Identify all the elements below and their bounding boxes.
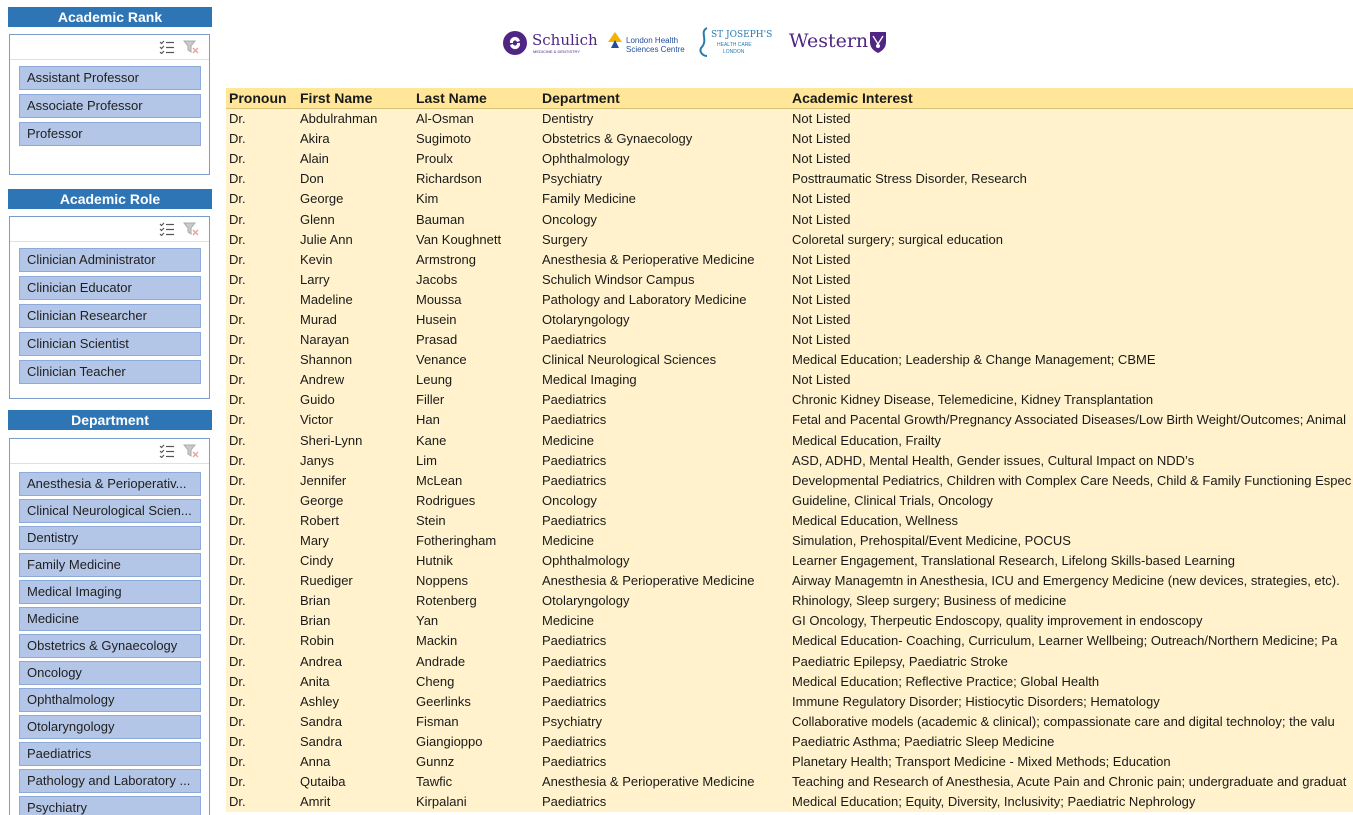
slicer-item[interactable]: Psychiatry bbox=[19, 796, 201, 815]
cell-academic-interest[interactable]: Chronic Kidney Disease, Telemedicine, Kidney Transplantation bbox=[789, 390, 1353, 410]
academic-rank-slicer bbox=[9, 34, 210, 175]
cell-first-name[interactable]: Shannon bbox=[297, 350, 413, 370]
cell-pronoun[interactable]: Dr. bbox=[226, 611, 297, 631]
cell-last-name[interactable]: Venance bbox=[413, 350, 539, 370]
cell-academic-interest[interactable]: Learner Engagement, Translational Research, Lifelong Skills-based Learning bbox=[789, 551, 1353, 571]
st-josephs-line3: LONDON bbox=[723, 49, 745, 55]
cell-department[interactable]: Psychiatry bbox=[539, 169, 789, 189]
cell-department[interactable]: Medicine bbox=[539, 431, 789, 451]
cell-pronoun[interactable]: Dr. bbox=[226, 511, 297, 531]
table-row[interactable] bbox=[226, 692, 1353, 712]
cell-last-name[interactable]: Giangioppo bbox=[413, 732, 539, 752]
st-josephs-line2: HEALTH CARE bbox=[717, 42, 752, 48]
cell-first-name[interactable]: Alain bbox=[297, 149, 413, 169]
cell-academic-interest[interactable]: Not Listed bbox=[789, 330, 1353, 350]
slicer-toolbar bbox=[10, 439, 209, 464]
cell-first-name[interactable]: George bbox=[297, 189, 413, 209]
cell-department[interactable]: Paediatrics bbox=[539, 410, 789, 430]
cell-first-name[interactable]: Andrea bbox=[297, 652, 413, 672]
cell-pronoun[interactable]: Dr. bbox=[226, 732, 297, 752]
cell-last-name[interactable]: Jacobs bbox=[413, 270, 539, 290]
cell-department[interactable]: Paediatrics bbox=[539, 511, 789, 531]
cell-last-name[interactable]: Fisman bbox=[413, 712, 539, 732]
table-row[interactable] bbox=[226, 390, 1353, 410]
cell-first-name[interactable]: Julie Ann bbox=[297, 230, 413, 250]
cell-last-name[interactable]: Gunnz bbox=[413, 752, 539, 772]
slicer-item[interactable]: Medicine bbox=[19, 607, 201, 631]
western-wordmark: Western bbox=[789, 30, 869, 52]
cell-pronoun[interactable]: Dr. bbox=[226, 410, 297, 430]
cell-pronoun[interactable]: Dr. bbox=[226, 370, 297, 390]
cell-pronoun[interactable]: Dr. bbox=[226, 209, 297, 229]
cell-pronoun[interactable]: Dr. bbox=[226, 491, 297, 511]
slicer-item[interactable]: Ophthalmology bbox=[19, 688, 201, 712]
cell-department[interactable]: Anesthesia & Perioperative Medicine bbox=[539, 772, 789, 792]
table-row[interactable] bbox=[226, 491, 1353, 511]
cell-pronoun[interactable]: Dr. bbox=[226, 330, 297, 350]
cell-last-name[interactable]: Kane bbox=[413, 431, 539, 451]
slicer-item[interactable]: Dentistry bbox=[19, 526, 201, 550]
cell-pronoun[interactable]: Dr. bbox=[226, 250, 297, 270]
table-row[interactable] bbox=[226, 712, 1353, 732]
column-header-first-name[interactable]: First Name bbox=[297, 88, 413, 109]
cell-pronoun[interactable]: Dr. bbox=[226, 350, 297, 370]
table-row[interactable] bbox=[226, 591, 1353, 611]
cell-first-name[interactable]: George bbox=[297, 491, 413, 511]
cell-department[interactable]: Medicine bbox=[539, 531, 789, 551]
cell-first-name[interactable]: Amrit bbox=[297, 792, 413, 812]
cell-department[interactable]: Anesthesia & Perioperative Medicine bbox=[539, 250, 789, 270]
slicer-item[interactable]: Family Medicine bbox=[19, 553, 201, 577]
multi-select-icon[interactable] bbox=[159, 222, 175, 236]
cell-academic-interest[interactable]: Coloretal surgery; surgical education bbox=[789, 230, 1353, 250]
cell-department[interactable]: Clinical Neurological Sciences bbox=[539, 350, 789, 370]
st-josephs-logo bbox=[697, 26, 777, 60]
cell-first-name[interactable]: Janys bbox=[297, 451, 413, 471]
st-josephs-line1: ST JOSEPH'S bbox=[711, 30, 773, 40]
cell-department[interactable]: Oncology bbox=[539, 209, 789, 229]
cell-department[interactable]: Ophthalmology bbox=[539, 551, 789, 571]
cell-academic-interest[interactable]: Medical Education- Coaching, Curriculum, Learner Wellbeing; Outreach/Northern Medicine; Pa bbox=[789, 631, 1353, 651]
cell-academic-interest[interactable]: GI Oncology, Therpeutic Endoscopy, quality improvement in endoscopy bbox=[789, 611, 1353, 631]
cell-last-name[interactable]: Stein bbox=[413, 511, 539, 531]
cell-first-name[interactable]: Kevin bbox=[297, 250, 413, 270]
cell-first-name[interactable]: Sheri-Lynn bbox=[297, 431, 413, 451]
cell-pronoun[interactable]: Dr. bbox=[226, 772, 297, 792]
faculty-table bbox=[226, 88, 1353, 812]
cell-department[interactable]: Paediatrics bbox=[539, 792, 789, 812]
cell-last-name[interactable]: Husein bbox=[413, 310, 539, 330]
slicer-item[interactable]: Clinician Scientist bbox=[19, 332, 201, 356]
table-row[interactable] bbox=[226, 571, 1353, 591]
cell-department[interactable]: Paediatrics bbox=[539, 330, 789, 350]
table-row[interactable] bbox=[226, 531, 1353, 551]
cell-academic-interest[interactable]: Not Listed bbox=[789, 149, 1353, 169]
table-row[interactable] bbox=[226, 431, 1353, 451]
slicer-item[interactable]: Clinician Researcher bbox=[19, 304, 201, 328]
cell-first-name[interactable]: Anita bbox=[297, 672, 413, 692]
cell-academic-interest[interactable]: Not Listed bbox=[789, 109, 1353, 130]
cell-academic-interest[interactable]: Airway Managemtn in Anesthesia, ICU and Emergency Medicine (new devices, strategies, etc). bbox=[789, 571, 1353, 591]
academic-role-slicer bbox=[9, 216, 210, 399]
cell-last-name[interactable]: Yan bbox=[413, 611, 539, 631]
table-row[interactable] bbox=[226, 551, 1353, 571]
cell-first-name[interactable]: Ruediger bbox=[297, 571, 413, 591]
cell-first-name[interactable]: Ashley bbox=[297, 692, 413, 712]
lhsc-line2: Sciences Centre bbox=[626, 45, 685, 54]
table-row[interactable] bbox=[226, 270, 1353, 290]
cell-last-name[interactable]: Noppens bbox=[413, 571, 539, 591]
cell-academic-interest[interactable]: Developmental Pediatrics, Children with Complex Care Needs, Child & Family Functioning Espec bbox=[789, 471, 1353, 491]
table-row[interactable] bbox=[226, 471, 1353, 491]
cell-department[interactable]: Ophthalmology bbox=[539, 149, 789, 169]
cell-first-name[interactable]: Qutaiba bbox=[297, 772, 413, 792]
column-header-pronoun[interactable]: Pronoun bbox=[226, 88, 297, 109]
academic-role-slicer-title: Academic Role bbox=[8, 189, 212, 209]
cell-academic-interest[interactable]: Medical Education; Reflective Practice; Global Health bbox=[789, 672, 1353, 692]
cell-academic-interest[interactable]: Not Listed bbox=[789, 209, 1353, 229]
table-row[interactable] bbox=[226, 752, 1353, 772]
cell-academic-interest[interactable]: Medical Education, Frailty bbox=[789, 431, 1353, 451]
cell-department[interactable]: Paediatrics bbox=[539, 752, 789, 772]
cell-last-name[interactable]: Al-Osman bbox=[413, 109, 539, 130]
cell-academic-interest[interactable]: Not Listed bbox=[789, 290, 1353, 310]
cell-academic-interest[interactable]: Teaching and Research of Anesthesia, Acute Pain and Chronic pain; undergraduate and graduat bbox=[789, 772, 1353, 792]
cell-department[interactable]: Medical Imaging bbox=[539, 370, 789, 390]
cell-last-name[interactable]: Bauman bbox=[413, 209, 539, 229]
cell-first-name[interactable]: Sandra bbox=[297, 732, 413, 752]
table-row[interactable] bbox=[226, 350, 1353, 370]
cell-last-name[interactable]: Moussa bbox=[413, 290, 539, 310]
cell-academic-interest[interactable]: Medical Education; Leadership & Change Management; CBME bbox=[789, 350, 1353, 370]
cell-academic-interest[interactable]: Planetary Health; Transport Medicine - Mixed Methods; Education bbox=[789, 752, 1353, 772]
academic-rank-slicer-title: Academic Rank bbox=[8, 7, 212, 27]
cell-first-name[interactable]: Brian bbox=[297, 591, 413, 611]
cell-department[interactable]: Otolaryngology bbox=[539, 310, 789, 330]
lhsc-logo bbox=[606, 30, 686, 58]
cell-pronoun[interactable]: Dr. bbox=[226, 230, 297, 250]
table-row[interactable] bbox=[226, 129, 1353, 149]
cell-department[interactable]: Paediatrics bbox=[539, 672, 789, 692]
schulich-subtext: MEDICINE & DENTISTRY bbox=[533, 49, 581, 54]
slicer-item[interactable]: Clinician Teacher bbox=[19, 360, 201, 384]
department-slicer-title: Department bbox=[8, 410, 212, 430]
slicer-item[interactable]: Professor bbox=[19, 122, 201, 146]
cell-first-name[interactable]: Mary bbox=[297, 531, 413, 551]
cell-last-name[interactable]: Han bbox=[413, 410, 539, 430]
cell-academic-interest[interactable]: Posttraumatic Stress Disorder, Research bbox=[789, 169, 1353, 189]
multi-select-icon[interactable] bbox=[159, 40, 175, 54]
table-row[interactable] bbox=[226, 250, 1353, 270]
table-row[interactable] bbox=[226, 209, 1353, 229]
cell-last-name[interactable]: Proulx bbox=[413, 149, 539, 169]
cell-academic-interest[interactable]: Not Listed bbox=[789, 370, 1353, 390]
slicer-item[interactable]: Obstetrics & Gynaecology bbox=[19, 634, 201, 658]
slicer-item[interactable]: Pathology and Laboratory ... bbox=[19, 769, 201, 793]
st-josephs-emblem-icon bbox=[697, 26, 711, 58]
cell-department[interactable]: Pathology and Laboratory Medicine bbox=[539, 290, 789, 310]
slicer-item[interactable]: Anesthesia & Perioperativ... bbox=[19, 472, 201, 496]
cell-academic-interest[interactable]: Not Listed bbox=[789, 189, 1353, 209]
cell-last-name[interactable]: Rotenberg bbox=[413, 591, 539, 611]
cell-academic-interest[interactable]: Paediatric Epilepsy, Paediatric Stroke bbox=[789, 652, 1353, 672]
cell-pronoun[interactable]: Dr. bbox=[226, 270, 297, 290]
cell-academic-interest[interactable]: Not Listed bbox=[789, 250, 1353, 270]
cell-pronoun[interactable]: Dr. bbox=[226, 451, 297, 471]
cell-last-name[interactable]: Fotheringham bbox=[413, 531, 539, 551]
cell-first-name[interactable]: Larry bbox=[297, 270, 413, 290]
cell-pronoun[interactable]: Dr. bbox=[226, 129, 297, 149]
cell-last-name[interactable]: Tawfic bbox=[413, 772, 539, 792]
slicer-item[interactable]: Clinical Neurological Scien... bbox=[19, 499, 201, 523]
cell-first-name[interactable]: Sandra bbox=[297, 712, 413, 732]
cell-first-name[interactable]: Brian bbox=[297, 611, 413, 631]
table-row[interactable] bbox=[226, 169, 1353, 189]
cell-last-name[interactable]: Rodrigues bbox=[413, 491, 539, 511]
cell-academic-interest[interactable]: Guideline, Clinical Trials, Oncology bbox=[789, 491, 1353, 511]
cell-last-name[interactable]: Hutnik bbox=[413, 551, 539, 571]
slicer-toolbar bbox=[10, 217, 209, 242]
cell-pronoun[interactable]: Dr. bbox=[226, 591, 297, 611]
lhsc-emblem-icon bbox=[606, 30, 624, 50]
clear-filter-icon[interactable] bbox=[183, 40, 199, 54]
table-row[interactable] bbox=[226, 149, 1353, 169]
cell-pronoun[interactable]: Dr. bbox=[226, 712, 297, 732]
cell-first-name[interactable]: Abdulrahman bbox=[297, 109, 413, 130]
table-row[interactable] bbox=[226, 732, 1353, 752]
cell-first-name[interactable]: Victor bbox=[297, 410, 413, 430]
cell-department[interactable]: Medicine bbox=[539, 611, 789, 631]
cell-pronoun[interactable]: Dr. bbox=[226, 109, 297, 130]
table-header-row bbox=[226, 88, 1353, 109]
cell-pronoun[interactable]: Dr. bbox=[226, 752, 297, 772]
cell-first-name[interactable]: Glenn bbox=[297, 209, 413, 229]
cell-department[interactable]: Anesthesia & Perioperative Medicine bbox=[539, 571, 789, 591]
table-row[interactable] bbox=[226, 410, 1353, 430]
cell-first-name[interactable]: Jennifer bbox=[297, 471, 413, 491]
slicer-item[interactable]: Medical Imaging bbox=[19, 580, 201, 604]
multi-select-icon[interactable] bbox=[159, 444, 175, 458]
schulich-logo bbox=[502, 28, 598, 60]
clear-filter-icon[interactable] bbox=[183, 222, 199, 236]
cell-pronoun[interactable]: Dr. bbox=[226, 189, 297, 209]
cell-pronoun[interactable]: Dr. bbox=[226, 431, 297, 451]
column-header-department[interactable]: Department bbox=[539, 88, 789, 109]
cell-pronoun[interactable]: Dr. bbox=[226, 792, 297, 812]
cell-academic-interest[interactable]: Not Listed bbox=[789, 129, 1353, 149]
cell-academic-interest[interactable]: Simulation, Prehospital/Event Medicine, POCUS bbox=[789, 531, 1353, 551]
cell-department[interactable]: Surgery bbox=[539, 230, 789, 250]
cell-department[interactable]: Otolaryngology bbox=[539, 591, 789, 611]
cell-department[interactable]: Paediatrics bbox=[539, 652, 789, 672]
cell-pronoun[interactable]: Dr. bbox=[226, 149, 297, 169]
cell-pronoun[interactable]: Dr. bbox=[226, 390, 297, 410]
cell-department[interactable]: Paediatrics bbox=[539, 471, 789, 491]
table-row[interactable] bbox=[226, 511, 1353, 531]
cell-department[interactable]: Dentistry bbox=[539, 109, 789, 130]
cell-first-name[interactable]: Cindy bbox=[297, 551, 413, 571]
slicer-item[interactable]: Oncology bbox=[19, 661, 201, 685]
western-crest-icon bbox=[869, 30, 887, 54]
cell-last-name[interactable]: Armstrong bbox=[413, 250, 539, 270]
column-header-academic-interest[interactable]: Academic Interest bbox=[789, 88, 1353, 109]
table-row[interactable] bbox=[226, 189, 1353, 209]
cell-pronoun[interactable]: Dr. bbox=[226, 531, 297, 551]
cell-first-name[interactable]: Guido bbox=[297, 390, 413, 410]
slicer-toolbar bbox=[10, 35, 209, 60]
cell-pronoun[interactable]: Dr. bbox=[226, 169, 297, 189]
cell-department[interactable]: Paediatrics bbox=[539, 451, 789, 471]
table-row[interactable] bbox=[226, 310, 1353, 330]
table-row[interactable] bbox=[226, 792, 1353, 812]
cell-pronoun[interactable]: Dr. bbox=[226, 551, 297, 571]
cell-last-name[interactable]: Geerlinks bbox=[413, 692, 539, 712]
cell-last-name[interactable]: Filler bbox=[413, 390, 539, 410]
cell-pronoun[interactable]: Dr. bbox=[226, 571, 297, 591]
cell-last-name[interactable]: Sugimoto bbox=[413, 129, 539, 149]
cell-department[interactable]: Paediatrics bbox=[539, 732, 789, 752]
cell-pronoun[interactable]: Dr. bbox=[226, 310, 297, 330]
western-logo bbox=[789, 30, 889, 58]
cell-last-name[interactable]: Andrade bbox=[413, 652, 539, 672]
schulich-emblem-icon bbox=[502, 29, 528, 57]
table-row[interactable] bbox=[226, 672, 1353, 692]
cell-first-name[interactable]: Anna bbox=[297, 752, 413, 772]
cell-pronoun[interactable]: Dr. bbox=[226, 471, 297, 491]
table-row[interactable] bbox=[226, 652, 1353, 672]
cell-academic-interest[interactable]: Not Listed bbox=[789, 310, 1353, 330]
cell-pronoun[interactable]: Dr. bbox=[226, 692, 297, 712]
cell-last-name[interactable]: Van Koughnett bbox=[413, 230, 539, 250]
cell-first-name[interactable]: Don bbox=[297, 169, 413, 189]
cell-last-name[interactable]: Kirpalani bbox=[413, 792, 539, 812]
table-row[interactable] bbox=[226, 772, 1353, 792]
department-slicer bbox=[9, 438, 210, 815]
slicer-item[interactable]: Clinician Educator bbox=[19, 276, 201, 300]
cell-academic-interest[interactable]: Not Listed bbox=[789, 270, 1353, 290]
cell-first-name[interactable]: Akira bbox=[297, 129, 413, 149]
slicer-item[interactable]: Clinician Administrator bbox=[19, 248, 201, 272]
cell-department[interactable]: Obstetrics & Gynaecology bbox=[539, 129, 789, 149]
cell-last-name[interactable]: Richardson bbox=[413, 169, 539, 189]
cell-academic-interest[interactable]: Medical Education; Equity, Diversity, Inclusivity; Paediatric Nephrology bbox=[789, 792, 1353, 812]
cell-last-name[interactable]: Lim bbox=[413, 451, 539, 471]
cell-academic-interest[interactable]: Collaborative models (academic & clinical); compassionate care and digital technoloy; the valu bbox=[789, 712, 1353, 732]
column-header-last-name[interactable]: Last Name bbox=[413, 88, 539, 109]
table-row[interactable] bbox=[226, 451, 1353, 471]
cell-first-name[interactable]: Robert bbox=[297, 511, 413, 531]
cell-last-name[interactable]: McLean bbox=[413, 471, 539, 491]
slicer-item[interactable]: Paediatrics bbox=[19, 742, 201, 766]
slicer-item[interactable]: Assistant Professor bbox=[19, 66, 201, 90]
table-row[interactable] bbox=[226, 109, 1353, 130]
lhsc-line1: London Health bbox=[626, 36, 679, 45]
cell-academic-interest[interactable]: Fetal and Pacental Growth/Pregnancy Associated Diseases/Low Birth Weight/Outcomes; Animal bbox=[789, 410, 1353, 430]
cell-academic-interest[interactable]: Rhinology, Sleep surgery; Business of medicine bbox=[789, 591, 1353, 611]
cell-department[interactable]: Family Medicine bbox=[539, 189, 789, 209]
schulich-wordmark: Schulich bbox=[532, 31, 598, 49]
table-row[interactable] bbox=[226, 370, 1353, 390]
slicer-item[interactable]: Associate Professor bbox=[19, 94, 201, 118]
cell-first-name[interactable]: Narayan bbox=[297, 330, 413, 350]
cell-academic-interest[interactable]: Paediatric Asthma; Paediatric Sleep Medicine bbox=[789, 732, 1353, 752]
cell-department[interactable]: Paediatrics bbox=[539, 631, 789, 651]
cell-last-name[interactable]: Cheng bbox=[413, 672, 539, 692]
cell-first-name[interactable]: Andrew bbox=[297, 370, 413, 390]
cell-department[interactable]: Psychiatry bbox=[539, 712, 789, 732]
table-row[interactable] bbox=[226, 330, 1353, 350]
cell-pronoun[interactable]: Dr. bbox=[226, 631, 297, 651]
cell-pronoun[interactable]: Dr. bbox=[226, 672, 297, 692]
slicer-item[interactable]: Otolaryngology bbox=[19, 715, 201, 739]
cell-first-name[interactable]: Robin bbox=[297, 631, 413, 651]
cell-last-name[interactable]: Prasad bbox=[413, 330, 539, 350]
table-row[interactable] bbox=[226, 230, 1353, 250]
cell-last-name[interactable]: Mackin bbox=[413, 631, 539, 651]
cell-academic-interest[interactable]: ASD, ADHD, Mental Health, Gender issues, Cultural Impact on NDD’s bbox=[789, 451, 1353, 471]
cell-academic-interest[interactable]: Immune Regulatory Disorder; Histiocytic Disorders; Hematology bbox=[789, 692, 1353, 712]
table-row[interactable] bbox=[226, 631, 1353, 651]
cell-last-name[interactable]: Kim bbox=[413, 189, 539, 209]
cell-pronoun[interactable]: Dr. bbox=[226, 290, 297, 310]
cell-department[interactable]: Paediatrics bbox=[539, 692, 789, 712]
table-row[interactable] bbox=[226, 290, 1353, 310]
cell-first-name[interactable]: Murad bbox=[297, 310, 413, 330]
cell-academic-interest[interactable]: Medical Education, Wellness bbox=[789, 511, 1353, 531]
cell-last-name[interactable]: Leung bbox=[413, 370, 539, 390]
cell-department[interactable]: Schulich Windsor Campus bbox=[539, 270, 789, 290]
table-row[interactable] bbox=[226, 611, 1353, 631]
cell-department[interactable]: Paediatrics bbox=[539, 390, 789, 410]
clear-filter-icon[interactable] bbox=[183, 444, 199, 458]
cell-first-name[interactable]: Madeline bbox=[297, 290, 413, 310]
cell-department[interactable]: Oncology bbox=[539, 491, 789, 511]
cell-pronoun[interactable]: Dr. bbox=[226, 652, 297, 672]
